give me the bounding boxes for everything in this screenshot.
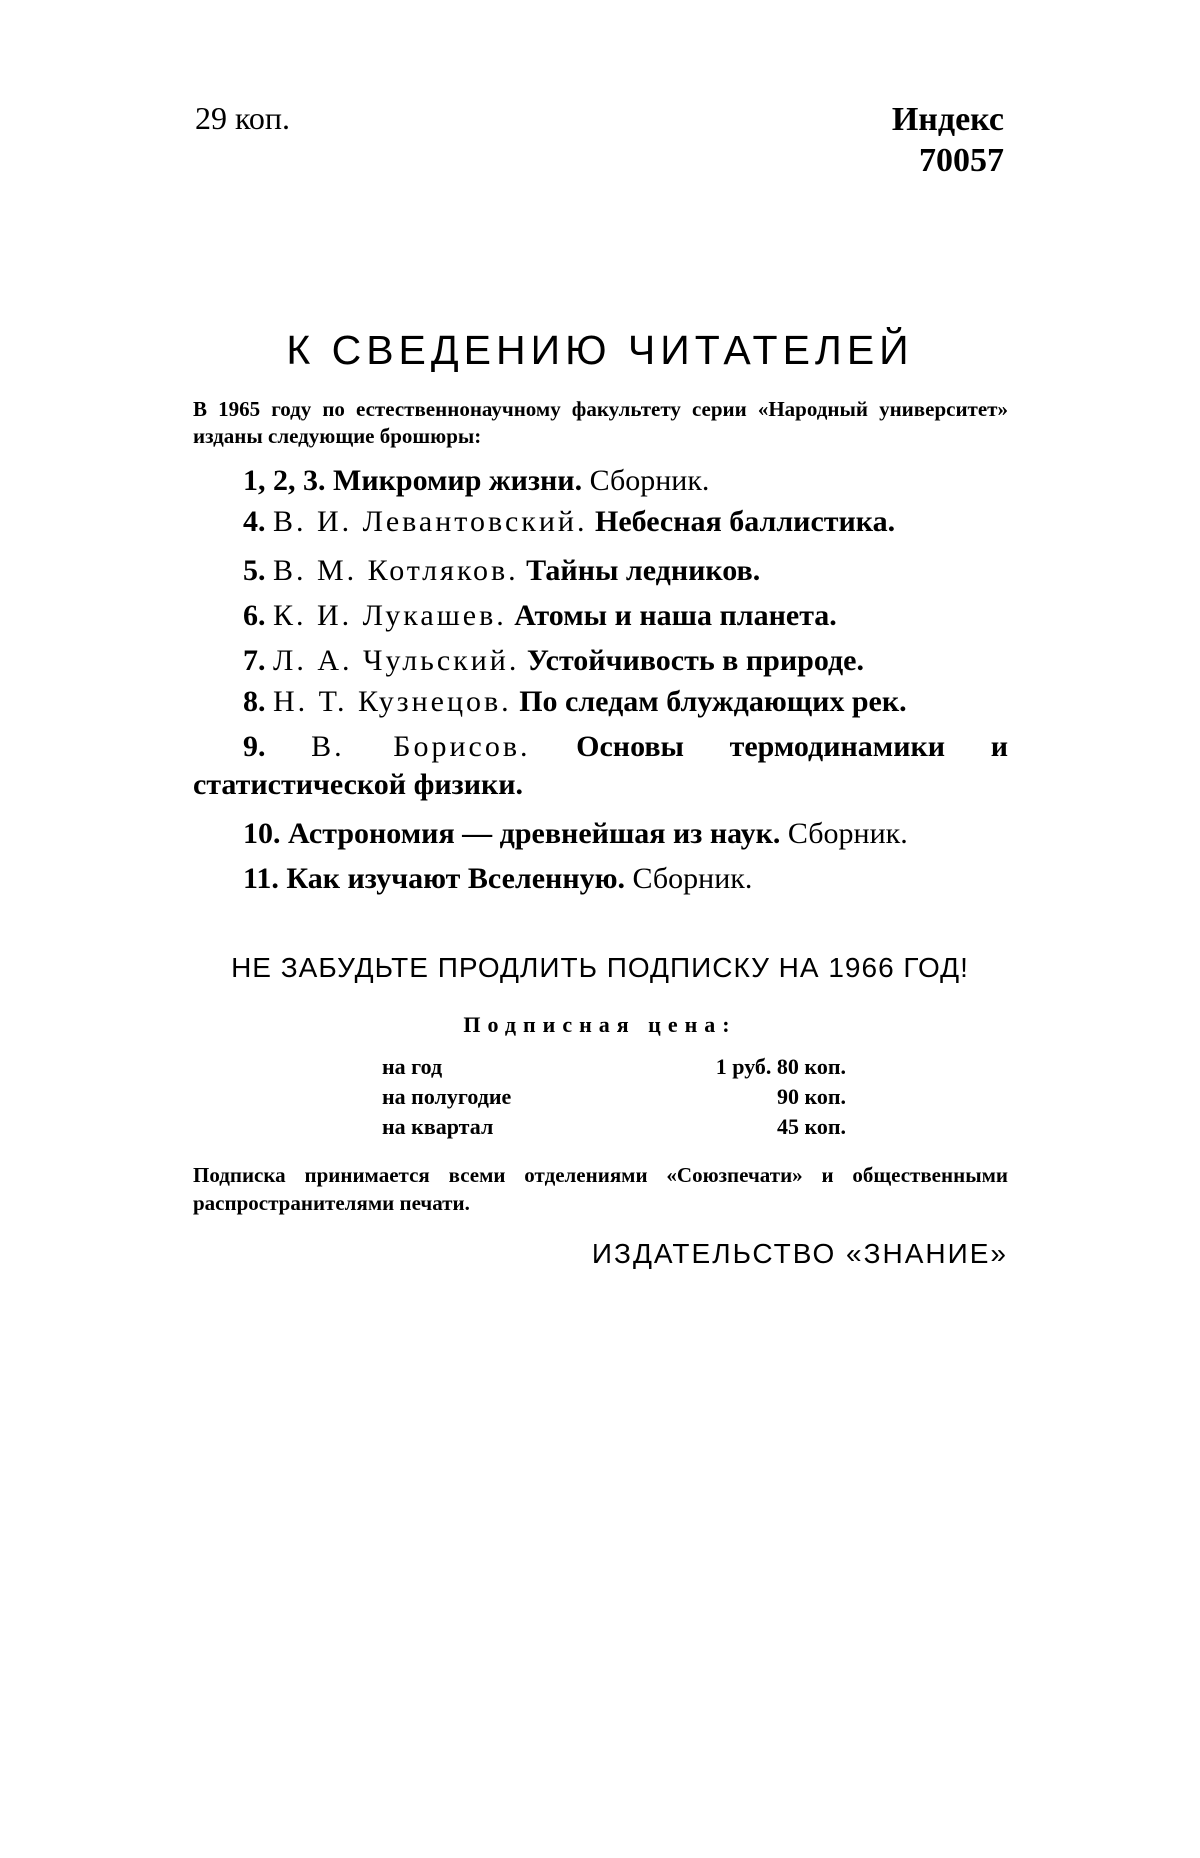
price-value: 90 коп. — [776, 1084, 846, 1109]
price-period: на квартал — [382, 1114, 494, 1139]
book-number: 8. — [243, 685, 266, 718]
price-period: на год — [382, 1054, 443, 1079]
publisher-name: ИЗДАТЕЛЬСТВО «ЗНАНИЕ» — [591, 1238, 1008, 1269]
book-author: В. М. Котляков. — [273, 554, 519, 587]
book-item — [193, 503, 1008, 541]
book-number: 11. — [243, 862, 279, 895]
index-block — [892, 100, 1004, 182]
book-title: По следам блуждающих рек. — [519, 685, 907, 718]
book-list — [193, 458, 1008, 901]
book-title: Тайны ледников. — [526, 554, 761, 587]
book-item — [193, 593, 1008, 638]
book-item — [193, 856, 1008, 901]
book-author: Н. Т. Кузнецов. — [273, 685, 512, 718]
book-item — [193, 728, 1008, 804]
book-title: Основы термодинамики и статистической физики. — [193, 730, 1008, 801]
book-note: Сборник. — [589, 464, 710, 497]
price-label: 29 коп. — [195, 100, 291, 136]
index-label: Индекс — [891, 101, 1004, 138]
price-value: 1 руб. 80 коп. — [715, 1054, 846, 1079]
book-item — [193, 811, 1008, 856]
subscription-note: Подписка принимается всеми отделениями «Союзпечати» и общественными распространителями печати. — [193, 1163, 1008, 1215]
subscription-price-heading: Подписная цена: — [463, 1012, 737, 1037]
book-title: Микромир жизни. — [333, 464, 583, 497]
price-row — [382, 1082, 846, 1112]
book-author: Л. А. Чульский. — [273, 644, 520, 677]
intro-text: В 1965 году по естественнонаучному факультету серии «Народный университет» изданы следующие брошюры: — [193, 397, 1008, 448]
book-item — [193, 458, 1008, 503]
book-number: 7. — [243, 644, 266, 677]
book-item — [193, 683, 1008, 721]
book-title: Устойчивость в природе. — [526, 644, 864, 677]
book-item — [193, 548, 1008, 593]
price-row — [382, 1112, 846, 1142]
book-number: 5. — [243, 554, 266, 587]
book-title: Небесная баллистика. — [594, 505, 896, 538]
book-author: В. Борисов. — [311, 730, 531, 763]
book-title: Как изучают Вселенную. — [286, 862, 626, 895]
book-item — [193, 638, 1008, 683]
price-value: 45 коп. — [776, 1114, 846, 1139]
price-row — [382, 1052, 846, 1082]
book-title: Атомы и наша планета. — [514, 599, 837, 632]
book-note: Сборник. — [787, 817, 908, 850]
book-number: 4. — [243, 505, 266, 538]
subscription-price-table — [382, 1052, 846, 1142]
book-number: 9. — [243, 730, 266, 763]
book-author: В. И. Левантовский. — [273, 505, 588, 538]
book-title: Астрономия — древнейшая из наук. — [288, 817, 781, 850]
page-title: К СВЕДЕНИЮ ЧИТАТЕЛЕЙ — [286, 327, 914, 373]
book-number: 1, 2, 3. — [243, 464, 326, 497]
book-number: 10. — [243, 817, 281, 850]
book-note: Сборник. — [632, 862, 753, 895]
book-author: К. И. Лукашев. — [273, 599, 507, 632]
renewal-reminder: НЕ ЗАБУДЬТЕ ПРОДЛИТЬ ПОДПИСКУ НА 1966 ГОД! — [231, 952, 969, 983]
index-number: 70057 — [919, 141, 1004, 179]
price-period: на полугодие — [382, 1084, 512, 1109]
book-number: 6. — [243, 599, 266, 632]
